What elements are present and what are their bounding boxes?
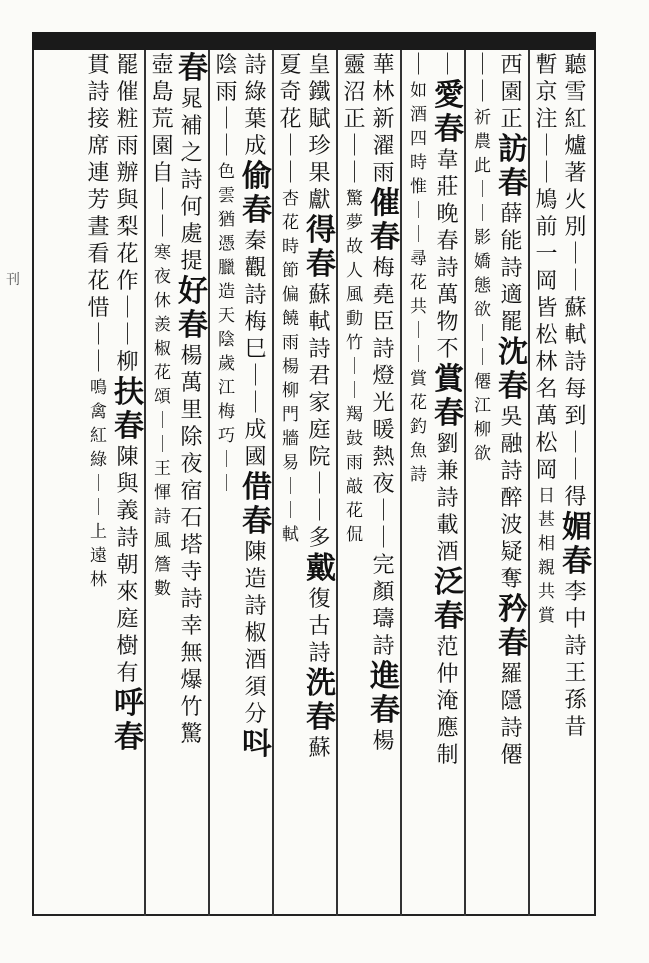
column-4-right-line — [370, 52, 400, 912]
column-6-left-line — [213, 52, 240, 912]
column-7-left-line — [149, 52, 176, 912]
column-3-left-line — [405, 52, 432, 912]
heading-char: 戴 — [306, 551, 336, 586]
text-segment: 陰雨｜｜ — [215, 53, 238, 159]
text-segment: 色雲猶憑臘造天陰 — [218, 162, 235, 350]
heading-char: 媚 — [562, 510, 592, 545]
text-segment: 尋花共｜｜ — [410, 249, 427, 365]
text-segment: 夏奇花｜｜ — [279, 53, 302, 186]
text-segment: 杏花時節偏饒雨楊柳門牆易｜｜ — [282, 189, 299, 521]
heading-char: 春 — [370, 693, 400, 728]
column-5-right-line — [306, 52, 336, 912]
top-border-band — [32, 32, 596, 50]
heading-char: 借 — [242, 470, 272, 505]
text-segment: 秦觀詩梅巳｜｜成國 — [244, 229, 267, 470]
text-segment: 罷催粧雨辦與梨花作｜｜柳 — [116, 53, 139, 375]
text-segment: ｜ — [407, 53, 430, 78]
margin-note: 刊 — [6, 272, 20, 288]
text-segment: 聽雪紅爐著火別 — [564, 53, 587, 240]
text-segment: 蘇 — [308, 736, 331, 761]
text-segment: 晁補之詩何處提 — [180, 87, 203, 274]
heading-char: 泛 — [434, 565, 464, 600]
heading-char: 春 — [498, 626, 528, 661]
column-2-right-line — [498, 52, 528, 912]
heading-char: 呌 — [242, 727, 272, 762]
heading-char: 進 — [370, 659, 400, 694]
text-segment: 如酒四時惟｜｜ — [410, 81, 427, 245]
text-segment: 梅堯臣詩燈光暖熱夜｜｜完顏璹詩 — [372, 256, 395, 659]
heading-char: 春 — [114, 409, 144, 444]
text-segment: 暫京注｜｜鳩前一岡皆松林名萬松岡 — [535, 53, 558, 483]
text-segment: 皇鐵賦珍果獻 — [308, 53, 331, 213]
heading-char: 春 — [242, 504, 272, 539]
heading-char: 春 — [370, 220, 400, 255]
column-2-left-line — [469, 52, 496, 912]
heading-char: 春 — [498, 369, 528, 404]
text-segment: 羅隱詩僊 — [500, 662, 523, 768]
text-segment: 楊萬里除夜宿石塔寺詩幸無爆竹驚 — [180, 344, 203, 747]
text-segment: 薛能詩適罷 — [500, 202, 523, 335]
heading-char: 春 — [306, 700, 336, 735]
text-column-5 — [274, 52, 334, 912]
text-segment: 李中詩王孫昔 — [564, 580, 587, 740]
text-segment: 壺島荒園自｜｜ — [151, 53, 174, 240]
heading-char: 春 — [178, 51, 208, 86]
column-5-left-line — [277, 52, 304, 912]
column-divider — [464, 50, 466, 916]
heading-char: 春 — [434, 112, 464, 147]
text-column-2 — [466, 52, 526, 912]
text-column-6 — [210, 52, 270, 912]
text-column-4 — [338, 52, 398, 912]
text-segment: 西園正 — [500, 53, 523, 132]
column-1-right-line — [562, 52, 592, 912]
heading-char: 扶 — [114, 375, 144, 410]
text-segment: 寒夜休羨椒花頌｜｜王惲詩風簷數 — [154, 243, 171, 599]
text-column-1 — [530, 52, 590, 912]
heading-char: 賞 — [434, 362, 464, 397]
text-segment: 驚夢故人風動竹｜｜羯鼓雨敲花 — [346, 189, 363, 521]
text-segment: 劉兼詩載酒 — [436, 432, 459, 565]
text-segment: ｜｜蘇軾詩每到｜｜得 — [564, 242, 587, 510]
column-4-left-line — [341, 52, 368, 912]
heading-char: 春 — [434, 396, 464, 431]
heading-char: 春 — [434, 599, 464, 634]
text-segment: ｜｜ — [471, 53, 494, 105]
heading-char: 好 — [178, 274, 208, 309]
heading-char: 洗 — [306, 666, 336, 701]
text-column-3 — [402, 52, 462, 912]
heading-char: 矜 — [498, 592, 528, 627]
column-divider — [400, 50, 402, 916]
text-segment: 影嬌態欲｜｜ — [474, 228, 491, 368]
text-segment: 鳴禽紅綠｜｜上遠林 — [90, 378, 107, 590]
column-3-right-line — [434, 52, 464, 912]
heading-char: 沈 — [498, 335, 528, 370]
column-divider — [144, 50, 146, 916]
heading-char: 春 — [306, 247, 336, 282]
column-divider — [336, 50, 338, 916]
text-segment: 韋莊晚春詩萬物不 — [436, 148, 459, 362]
heading-char: 偷 — [242, 159, 272, 194]
text-segment: 日甚相親共賞 — [538, 486, 555, 626]
heading-char: 春 — [114, 720, 144, 755]
text-segment: 復古詩 — [308, 587, 331, 666]
text-segment: 陳造詩椒酒須分 — [244, 540, 267, 727]
text-segment: 楊 — [372, 729, 395, 754]
heading-char: 訪 — [498, 132, 528, 167]
heading-char: 春 — [562, 544, 592, 579]
text-segment: 吳融詩醉波疑奪 — [500, 405, 523, 592]
text-segment: 貫詩接席連芳晝看花惜｜｜ — [87, 53, 110, 375]
column-divider — [208, 50, 210, 916]
column-divider — [528, 50, 530, 916]
column-6-right-line — [242, 52, 272, 912]
heading-char: 春 — [242, 193, 272, 228]
text-segment: 祈農此｜｜ — [474, 108, 491, 224]
column-8-right-line — [114, 52, 144, 912]
column-divider — [272, 50, 274, 916]
text-segment: 蘇軾詩君家庭院｜｜多 — [308, 283, 331, 551]
text-segment: 華林新濯雨 — [372, 53, 395, 186]
text-column-7 — [146, 52, 206, 912]
text-column-8 — [82, 52, 142, 912]
heading-char: 愛 — [434, 78, 464, 113]
text-segment: 侃 — [346, 525, 363, 545]
heading-char: 春 — [178, 308, 208, 343]
text-segment: 賞花釣魚詩 — [410, 369, 427, 485]
text-segment: 陳與義詩朝來庭樹有 — [116, 445, 139, 686]
text-segment: 范仲淹應制 — [436, 635, 459, 768]
heading-char: 得 — [306, 213, 336, 248]
column-7-right-line — [178, 51, 208, 912]
text-segment: 僊江柳欲 — [474, 372, 491, 464]
heading-char: 催 — [370, 186, 400, 221]
heading-char: 呼 — [114, 686, 144, 721]
text-segment: 軾 — [282, 525, 299, 545]
text-segment: 歲江梅巧｜｜ — [218, 354, 235, 494]
column-1-left-line — [533, 52, 560, 912]
heading-char: 春 — [498, 166, 528, 201]
text-segment: 詩綠葉成 — [244, 53, 267, 159]
column-8-left-line — [85, 52, 112, 912]
text-segment: ｜ — [436, 53, 459, 78]
text-segment: 靈沼正｜｜ — [343, 53, 366, 186]
